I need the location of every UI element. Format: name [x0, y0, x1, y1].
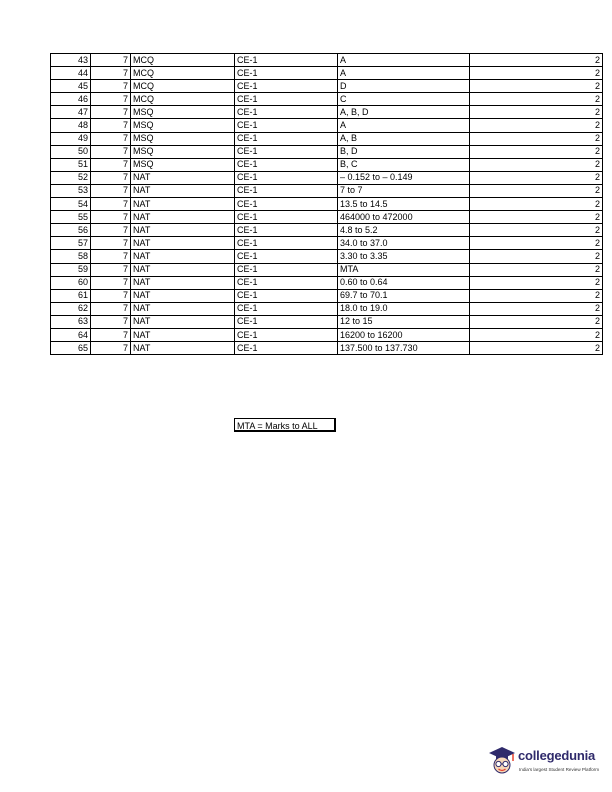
- paper-key-cell: CE-1: [235, 145, 338, 158]
- answer-cell: 3.30 to 3.35: [338, 250, 470, 263]
- question-type-cell: MSQ: [131, 145, 235, 158]
- question-type-cell: MSQ: [131, 119, 235, 132]
- section-cell: 7: [91, 250, 131, 263]
- marks-cell: 2: [470, 198, 603, 211]
- answer-cell: A, B: [338, 132, 470, 145]
- section-cell: 7: [91, 302, 131, 315]
- marks-cell: 2: [470, 54, 603, 67]
- section-cell: 7: [91, 237, 131, 250]
- table-row: [51, 184, 603, 197]
- table-row: [51, 93, 603, 106]
- marks-cell: 2: [470, 302, 603, 315]
- brand-tagline: India's largest Student Review Platform: [519, 767, 600, 772]
- question-number-cell: 59: [51, 263, 91, 276]
- marks-cell: 2: [470, 93, 603, 106]
- marks-cell: 2: [470, 315, 603, 328]
- question-number-cell: 60: [51, 276, 91, 289]
- table-row: [51, 237, 603, 250]
- question-number-cell: 63: [51, 315, 91, 328]
- paper-key-cell: CE-1: [235, 263, 338, 276]
- question-type-cell: MCQ: [131, 93, 235, 106]
- section-cell: 7: [91, 184, 131, 197]
- question-type-cell: MCQ: [131, 67, 235, 80]
- question-type-cell: NAT: [131, 224, 235, 237]
- marks-cell: 2: [470, 145, 603, 158]
- section-cell: 7: [91, 158, 131, 171]
- question-number-cell: 45: [51, 80, 91, 93]
- question-type-cell: NAT: [131, 211, 235, 224]
- answer-cell: MTA: [338, 263, 470, 276]
- paper-key-cell: CE-1: [235, 132, 338, 145]
- marks-cell: 2: [470, 67, 603, 80]
- question-number-cell: 61: [51, 289, 91, 302]
- marks-cell: 2: [470, 158, 603, 171]
- marks-cell: 2: [470, 119, 603, 132]
- section-cell: 7: [91, 263, 131, 276]
- answer-cell: B, D: [338, 145, 470, 158]
- paper-key-cell: CE-1: [235, 250, 338, 263]
- question-number-cell: 58: [51, 250, 91, 263]
- question-type-cell: NAT: [131, 184, 235, 197]
- question-type-cell: NAT: [131, 302, 235, 315]
- question-type-cell: NAT: [131, 315, 235, 328]
- marks-cell: 2: [470, 237, 603, 250]
- question-number-cell: 43: [51, 54, 91, 67]
- table-row: [51, 198, 603, 211]
- paper-key-cell: CE-1: [235, 93, 338, 106]
- paper-key-cell: CE-1: [235, 328, 338, 341]
- question-number-cell: 53: [51, 184, 91, 197]
- answer-cell: A: [338, 119, 470, 132]
- paper-key-cell: CE-1: [235, 184, 338, 197]
- answer-cell: 12 to 15: [338, 315, 470, 328]
- answer-cell: 13.5 to 14.5: [338, 198, 470, 211]
- paper-key-cell: CE-1: [235, 224, 338, 237]
- paper-key-cell: CE-1: [235, 289, 338, 302]
- answer-cell: C: [338, 93, 470, 106]
- section-cell: 7: [91, 67, 131, 80]
- question-type-cell: NAT: [131, 263, 235, 276]
- table-row: [51, 289, 603, 302]
- paper-key-cell: CE-1: [235, 211, 338, 224]
- question-type-cell: NAT: [131, 342, 235, 355]
- answer-key-table: [50, 53, 603, 355]
- table-row: [51, 276, 603, 289]
- section-cell: 7: [91, 171, 131, 184]
- table-row: [51, 119, 603, 132]
- table-row: [51, 54, 603, 67]
- question-number-cell: 50: [51, 145, 91, 158]
- question-type-cell: MSQ: [131, 158, 235, 171]
- paper-key-cell: CE-1: [235, 106, 338, 119]
- section-cell: 7: [91, 328, 131, 341]
- question-number-cell: 49: [51, 132, 91, 145]
- question-type-cell: NAT: [131, 237, 235, 250]
- section-cell: 7: [91, 342, 131, 355]
- marks-cell: 2: [470, 224, 603, 237]
- table-row: [51, 224, 603, 237]
- paper-key-cell: CE-1: [235, 276, 338, 289]
- section-cell: 7: [91, 80, 131, 93]
- question-type-cell: MSQ: [131, 132, 235, 145]
- marks-cell: 2: [470, 132, 603, 145]
- answer-cell: 0.60 to 0.64: [338, 276, 470, 289]
- question-type-cell: MCQ: [131, 54, 235, 67]
- question-number-cell: 51: [51, 158, 91, 171]
- question-type-cell: NAT: [131, 171, 235, 184]
- section-cell: 7: [91, 106, 131, 119]
- marks-cell: 2: [470, 184, 603, 197]
- question-number-cell: 47: [51, 106, 91, 119]
- table-row: [51, 158, 603, 171]
- table-row: [51, 250, 603, 263]
- section-cell: 7: [91, 119, 131, 132]
- question-type-cell: NAT: [131, 276, 235, 289]
- paper-key-cell: CE-1: [235, 198, 338, 211]
- question-type-cell: NAT: [131, 198, 235, 211]
- answer-cell: 16200 to 16200: [338, 328, 470, 341]
- answer-cell: B, C: [338, 158, 470, 171]
- marks-cell: 2: [470, 211, 603, 224]
- paper-key-cell: CE-1: [235, 171, 338, 184]
- section-cell: 7: [91, 145, 131, 158]
- section-cell: 7: [91, 211, 131, 224]
- answer-cell: 7 to 7: [338, 184, 470, 197]
- section-cell: 7: [91, 132, 131, 145]
- brand-name: collegedunia: [518, 748, 596, 763]
- answer-cell: – 0.152 to – 0.149: [338, 171, 470, 184]
- answer-cell: A: [338, 67, 470, 80]
- mta-legend-text: MTA = Marks to ALL: [237, 421, 318, 431]
- table-row: [51, 302, 603, 315]
- question-number-cell: 44: [51, 67, 91, 80]
- marks-cell: 2: [470, 289, 603, 302]
- table-row: [51, 132, 603, 145]
- answer-cell: 4.8 to 5.2: [338, 224, 470, 237]
- section-cell: 7: [91, 93, 131, 106]
- question-number-cell: 54: [51, 198, 91, 211]
- table-row: [51, 80, 603, 93]
- table-row: [51, 145, 603, 158]
- question-type-cell: MSQ: [131, 106, 235, 119]
- answer-key-rows: [51, 54, 603, 355]
- question-number-cell: 62: [51, 302, 91, 315]
- paper-key-cell: CE-1: [235, 342, 338, 355]
- collegedunia-logo: [488, 745, 606, 779]
- question-number-cell: 48: [51, 119, 91, 132]
- question-number-cell: 56: [51, 224, 91, 237]
- marks-cell: 2: [470, 263, 603, 276]
- answer-cell: 137.500 to 137.730: [338, 342, 470, 355]
- answer-cell: A, B, D: [338, 106, 470, 119]
- question-number-cell: 46: [51, 93, 91, 106]
- answer-cell: 18.0 to 19.0: [338, 302, 470, 315]
- paper-key-cell: CE-1: [235, 67, 338, 80]
- answer-cell: D: [338, 80, 470, 93]
- section-cell: 7: [91, 198, 131, 211]
- paper-key-cell: CE-1: [235, 302, 338, 315]
- section-cell: 7: [91, 276, 131, 289]
- section-cell: 7: [91, 315, 131, 328]
- marks-cell: 2: [470, 276, 603, 289]
- paper-key-cell: CE-1: [235, 80, 338, 93]
- marks-cell: 2: [470, 80, 603, 93]
- table-row: [51, 171, 603, 184]
- marks-cell: 2: [470, 171, 603, 184]
- section-cell: 7: [91, 289, 131, 302]
- answer-cell: 69.7 to 70.1: [338, 289, 470, 302]
- marks-cell: 2: [470, 328, 603, 341]
- table-row: [51, 315, 603, 328]
- paper-key-cell: CE-1: [235, 54, 338, 67]
- question-number-cell: 55: [51, 211, 91, 224]
- question-type-cell: NAT: [131, 250, 235, 263]
- mta-legend-box: [234, 418, 336, 432]
- paper-key-cell: CE-1: [235, 237, 338, 250]
- question-type-cell: NAT: [131, 328, 235, 341]
- question-type-cell: NAT: [131, 289, 235, 302]
- marks-cell: 2: [470, 106, 603, 119]
- table-row: [51, 263, 603, 276]
- question-number-cell: 57: [51, 237, 91, 250]
- question-number-cell: 64: [51, 328, 91, 341]
- paper-key-cell: CE-1: [235, 315, 338, 328]
- table-row: [51, 328, 603, 341]
- table-row: [51, 67, 603, 80]
- question-number-cell: 52: [51, 171, 91, 184]
- marks-cell: 2: [470, 342, 603, 355]
- graduate-mascot-icon: [488, 745, 516, 777]
- table-row: [51, 211, 603, 224]
- paper-key-cell: CE-1: [235, 158, 338, 171]
- paper-key-cell: CE-1: [235, 119, 338, 132]
- table-row: [51, 342, 603, 355]
- section-cell: 7: [91, 224, 131, 237]
- marks-cell: 2: [470, 250, 603, 263]
- section-cell: 7: [91, 54, 131, 67]
- answer-cell: 464000 to 472000: [338, 211, 470, 224]
- question-type-cell: MCQ: [131, 80, 235, 93]
- question-number-cell: 65: [51, 342, 91, 355]
- answer-cell: 34.0 to 37.0: [338, 237, 470, 250]
- table-row: [51, 106, 603, 119]
- answer-cell: A: [338, 54, 470, 67]
